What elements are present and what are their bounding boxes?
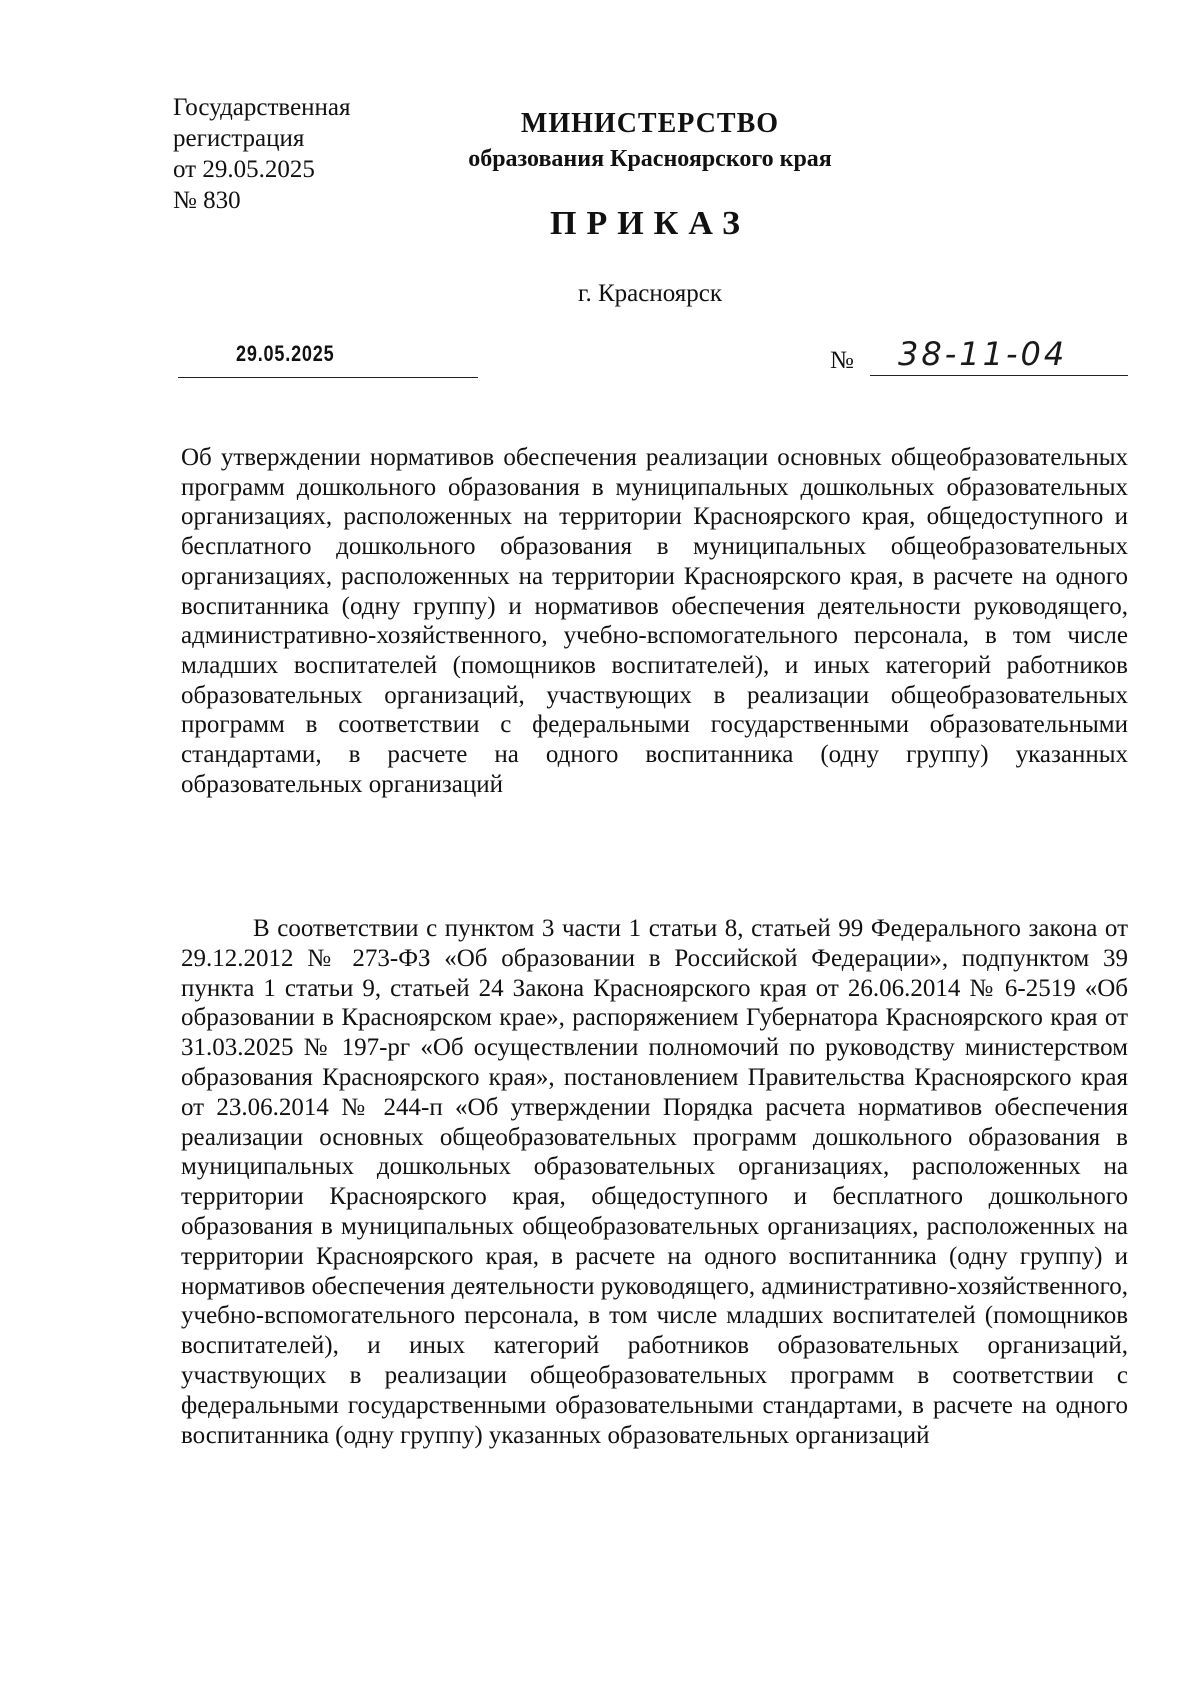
order-number: 38-11-04: [898, 335, 1068, 373]
city: г. Красноярск: [578, 280, 722, 307]
registration-line-1: Государственная: [173, 94, 351, 121]
order-number-field: [830, 335, 1128, 377]
order-subject: Об утверждении нормативов обеспечения реализации основных общеобразовательных программ дошкольного образования в муниципальных дошкольных образовательных организациях, расположенных на территории Красноярского края, общедоступного и бесплатного дошкольного образования в муниципальных общеобразовательных организациях, расположенных на территории Красноярского края, в расчете на одного воспитанника (одну группу) и нормативов обеспечения деятельности руководящего, административно-хозяйственного, учебно-вспомогательного персонала, в том числе младших воспитателей (помощников воспитателей), и иных категорий работников образовательных организаций, участвующих в реализации общеобразовательных программ в соответствии с федеральными государственными образовательными стандартами, в расчете на одного воспитанника (одну группу) указанных образовательных организаций: [181, 444, 1128, 798]
registration-line-2: регистрация: [173, 125, 305, 152]
registration-date: от 29.05.2025: [173, 156, 315, 183]
order-title: ПРИКАЗ: [550, 205, 750, 242]
registration-number: № 830: [173, 187, 241, 214]
ministry-title: МИНИСТЕРСТВО: [520, 108, 780, 139]
order-body: В соответствии с пунктом 3 части 1 статьи 8, статьей 99 Федерального закона от 29.12.2012 № 273-ФЗ «Об образовании в Российской Федерации», подпунктом 39 пункта 1 статьи 9, статьей 24 Закона Красноярского края от 26.06.2014 № 6-2519 «Об образовании в Красноярском крае», распоряжением Губернатора Красноярского края от 31.03.2025 № 197-рг «Об осуществлении полномочий по руководству министерством образования Красноярского края», постановлением Правительства Красноярского края от 23.06.2014 № 244-п «Об утверждении Порядка расчета нормативов обеспечения реализации основных общеобразовательных программ дошкольного образования в муниципальных дошкольных образовательных организациях, расположенных на территории Красноярского края, общедоступного и бесплатного дошкольного образования в муниципальных общеобразовательных организациях, расположенных на территории Красноярского края, в расчете на одного воспитанника (одну группу) и нормативов обеспечения деятельности руководящего, административно-хозяйственного, учебно-вспомогательного персонала, в том числе младших воспитателей (помощников воспитателей), и иных категорий работников образовательных организаций, участвующих в реализации общеобразовательных программ в соответствии с федеральными государственными образовательными стандартами, в расчете на одного воспитанника (одну группу) указанных образовательных организаций: [181, 915, 1128, 1449]
number-sign: №: [830, 347, 854, 374]
order-date: 29.05.2025: [236, 341, 335, 366]
number-underline: [870, 375, 1128, 376]
ministry-header: [400, 108, 900, 174]
order-date-field: [178, 335, 478, 378]
registration-stamp: [173, 92, 351, 216]
ministry-subtitle: образования Красноярского края: [468, 146, 832, 172]
